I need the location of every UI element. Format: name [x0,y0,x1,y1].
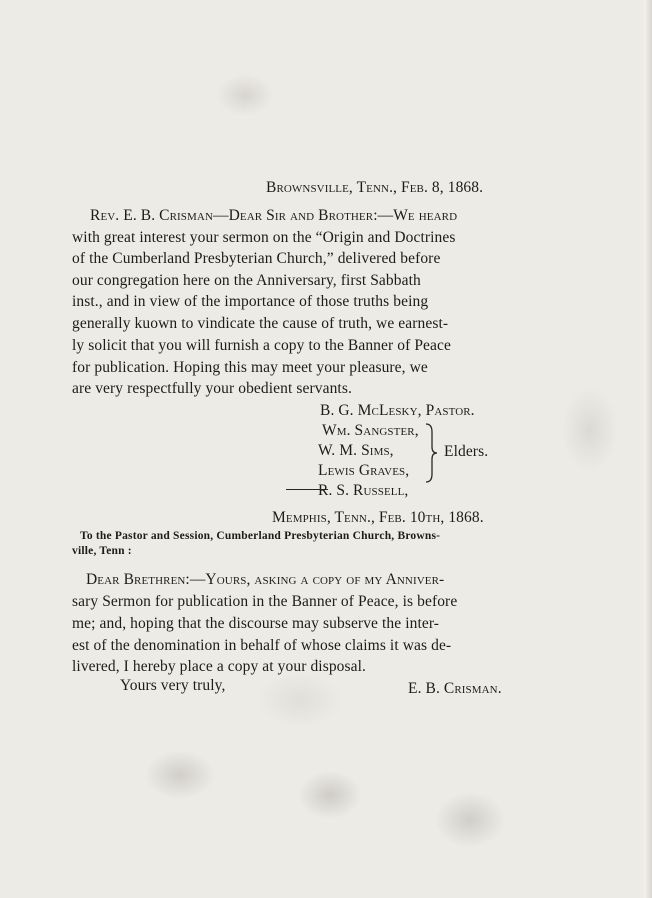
letter2-line-3: me; and, hoping that the discourse may subserve the inter- [72,615,440,632]
signer-elder-3: Lewis Graves, [318,462,410,479]
elders-label: Elders. [444,443,489,460]
letter2-line-5: livered, I hereby place a copy at your disposal. [72,658,367,675]
letter1-line [90,208,457,224]
address-line-1: To the Pastor and Session, Cumberland Presbyterian Church, Browns- [80,530,441,542]
letter1-dateline: Brownsville, Tenn., Feb. 8, 1868. [266,179,484,196]
address-line-2: ville, Tenn : [72,545,132,557]
section-divider [286,489,328,490]
signature: E. B. Crisman. [408,680,502,697]
signer-pastor: B. G. McLesky, Pastor. [320,402,475,419]
letter2-line [86,572,444,588]
letter1-line-8: for publication. Hoping this may meet your pleasure, we [72,359,428,376]
letter1-line-1: Rev. E. B. Crisman—Dear Sir and Brother:—We heard [90,207,458,224]
letter1-line-9: are very respectfully your obedient servants. [72,380,352,397]
elders-brace [424,422,438,484]
page-edge [644,0,652,898]
letter1-line-3: of the Cumberland Presbyterian Church,” delivered before [72,250,441,267]
closing: Yours very truly, [120,677,226,694]
letter2-dateline: Memphis, Tenn., Feb. 10th, 1868. [272,509,484,526]
signer-elder-4: R. S. Russell, [318,482,409,499]
signer-elder-1: Wm. Sangster, [322,422,419,439]
letter2-line-2: sary Sermon for publication in the Banner of Peace, is before [72,593,458,610]
letter2-line-1: Dear Brethren:—Yours, asking a copy of my Anniver- [86,571,445,588]
signer-elder-2: W. M. Sims, [318,442,394,459]
letter1-line-4: our congregation here on the Anniversary, first Sabbath [72,272,421,289]
letter1-line-6: generally kuown to vindicate the cause of truth, we earnest- [72,315,449,332]
letter1-line-5: inst., and in view of the importance of those truths being [72,293,429,310]
letter1-line-7: ly solicit that you will furnish a copy to the Banner of Peace [72,337,451,354]
letter1-line-2: with great interest your sermon on the “Origin and Doctrines [72,229,456,246]
letter2-line-4: est of the denomination in behalf of whose claims it was de- [72,637,452,654]
